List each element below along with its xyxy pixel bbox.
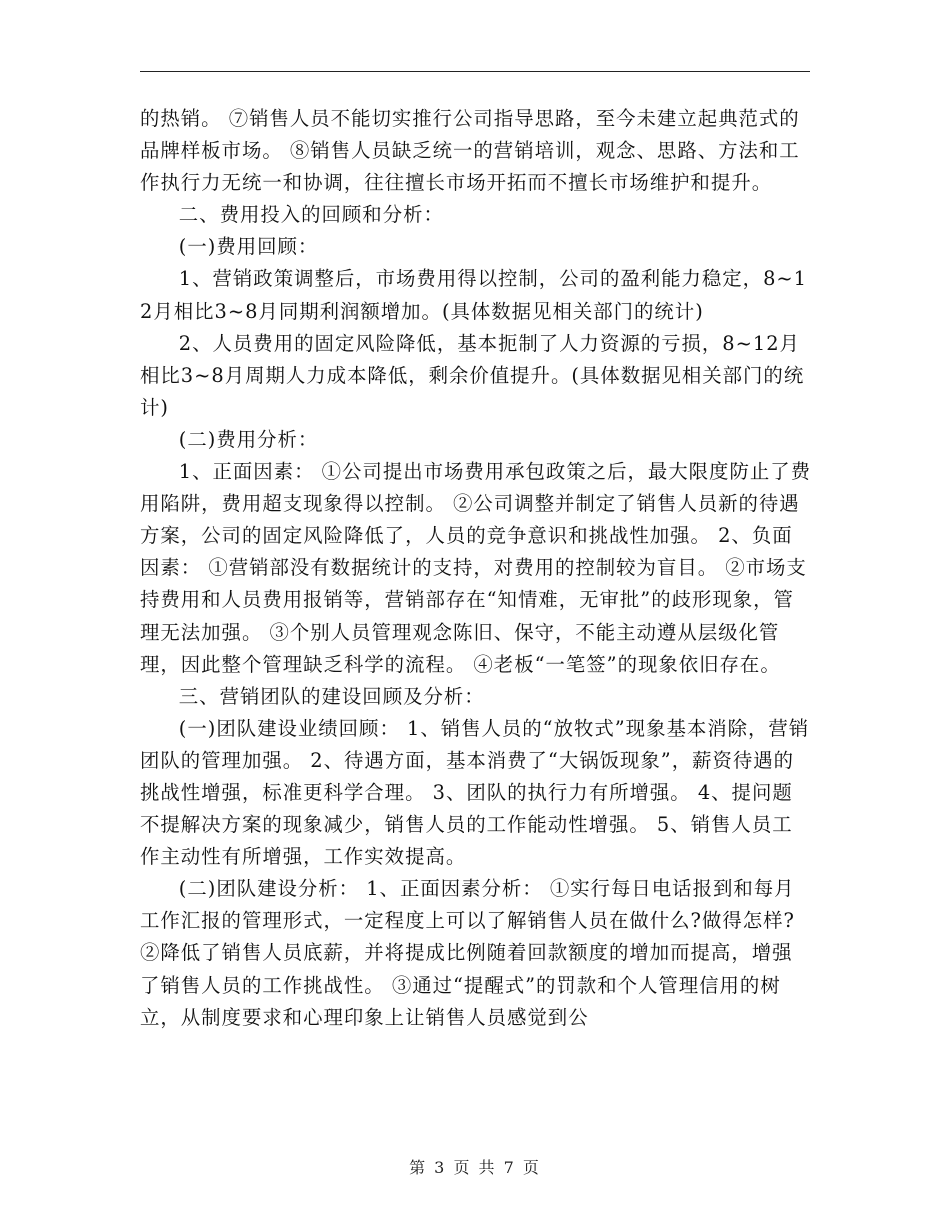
section-heading-expense: 二、费用投入的回顾和分析：	[178, 203, 444, 227]
header-rule	[140, 71, 810, 72]
page-number-footer: 第 3 页 共 7 页	[409, 1158, 541, 1177]
body-paragraph: (二)团队建设分析： 1、正面因素分析： ①实行每日电话报到和每月工作汇报的管理形式，一定程度上可以了解销售人员在做什么?做得怎样? ②降低了销售人员底薪，并将提成比例随着回款额度的增加而提高，增强了销售人员的工作挑战性。 ③通过“提醒式”的罚款和个人管理信用的树立，从制度要求和心理印象上让销售人员感觉到公	[140, 877, 795, 1029]
document-body	[140, 103, 812, 1034]
body-paragraph: (一)团队建设业绩回顾： 1、销售人员的“放牧式”现象基本消除，营销团队的管理加强。 2、待遇方面，基本消费了“大锅饭现象”，薪资待遇的挑战性增强，标准更科学合理。 3、团队的执行力有所增强。 4、提问题不提解决方案的现象减少，销售人员的工作能动性增强。 5、销售人员工作主动性有所增强，工作实效提高。	[140, 716, 810, 869]
body-paragraph: 1、正面因素： ①公司提出市场费用承包政策之后，最大限度防止了费用陷阱，费用超支现象得以控制。 ②公司调整并制定了销售人员新的待遇方案，公司的固定风险降低了，人员的竞争意识和挑战性加强。 2、负面因素： ①营销部没有数据统计的支持，对费用的控制较为盲目。 ②市场支持费用和人员费用报销等，营销部存在“知情难，无审批”的歧形现象，管理无法加强。 ③个别人员管理观念陈旧、保守，不能主动遵从层级化管理，因此整个管理缺乏科学的流程。 ④老板“一笔签”的现象依旧存在。	[140, 460, 812, 676]
body-paragraph-continued: 的热销。 ⑦销售人员不能切实推行公司指导思路，至今未建立起典范式的品牌样板市场。 ⑧销售人员缺乏统一的营销培训，观念、思路、方法和工作执行力无统一和协调，往往擅长市场开拓而不擅长市场维护和提升。	[140, 107, 800, 195]
section-heading-team: 三、营销团队的建设回顾及分析：	[178, 684, 485, 708]
body-paragraph: 2、人员费用的固定风险降低，基本扼制了人力资源的亏损，8~12月相比3~8月周期人力成本降低，剩余价值提升。(具体数据见相关部门的统计)	[140, 331, 805, 419]
subsection-heading-expense-review: (一)费用回顾：	[178, 235, 319, 259]
body-paragraph: 1、营销政策调整后，市场费用得以控制，公司的盈利能力稳定，8~12月相比3~8月同期利润额增加。(具体数据见相关部门的统计)	[140, 267, 807, 323]
subsection-heading-expense-analysis: (二)费用分析：	[178, 427, 319, 451]
